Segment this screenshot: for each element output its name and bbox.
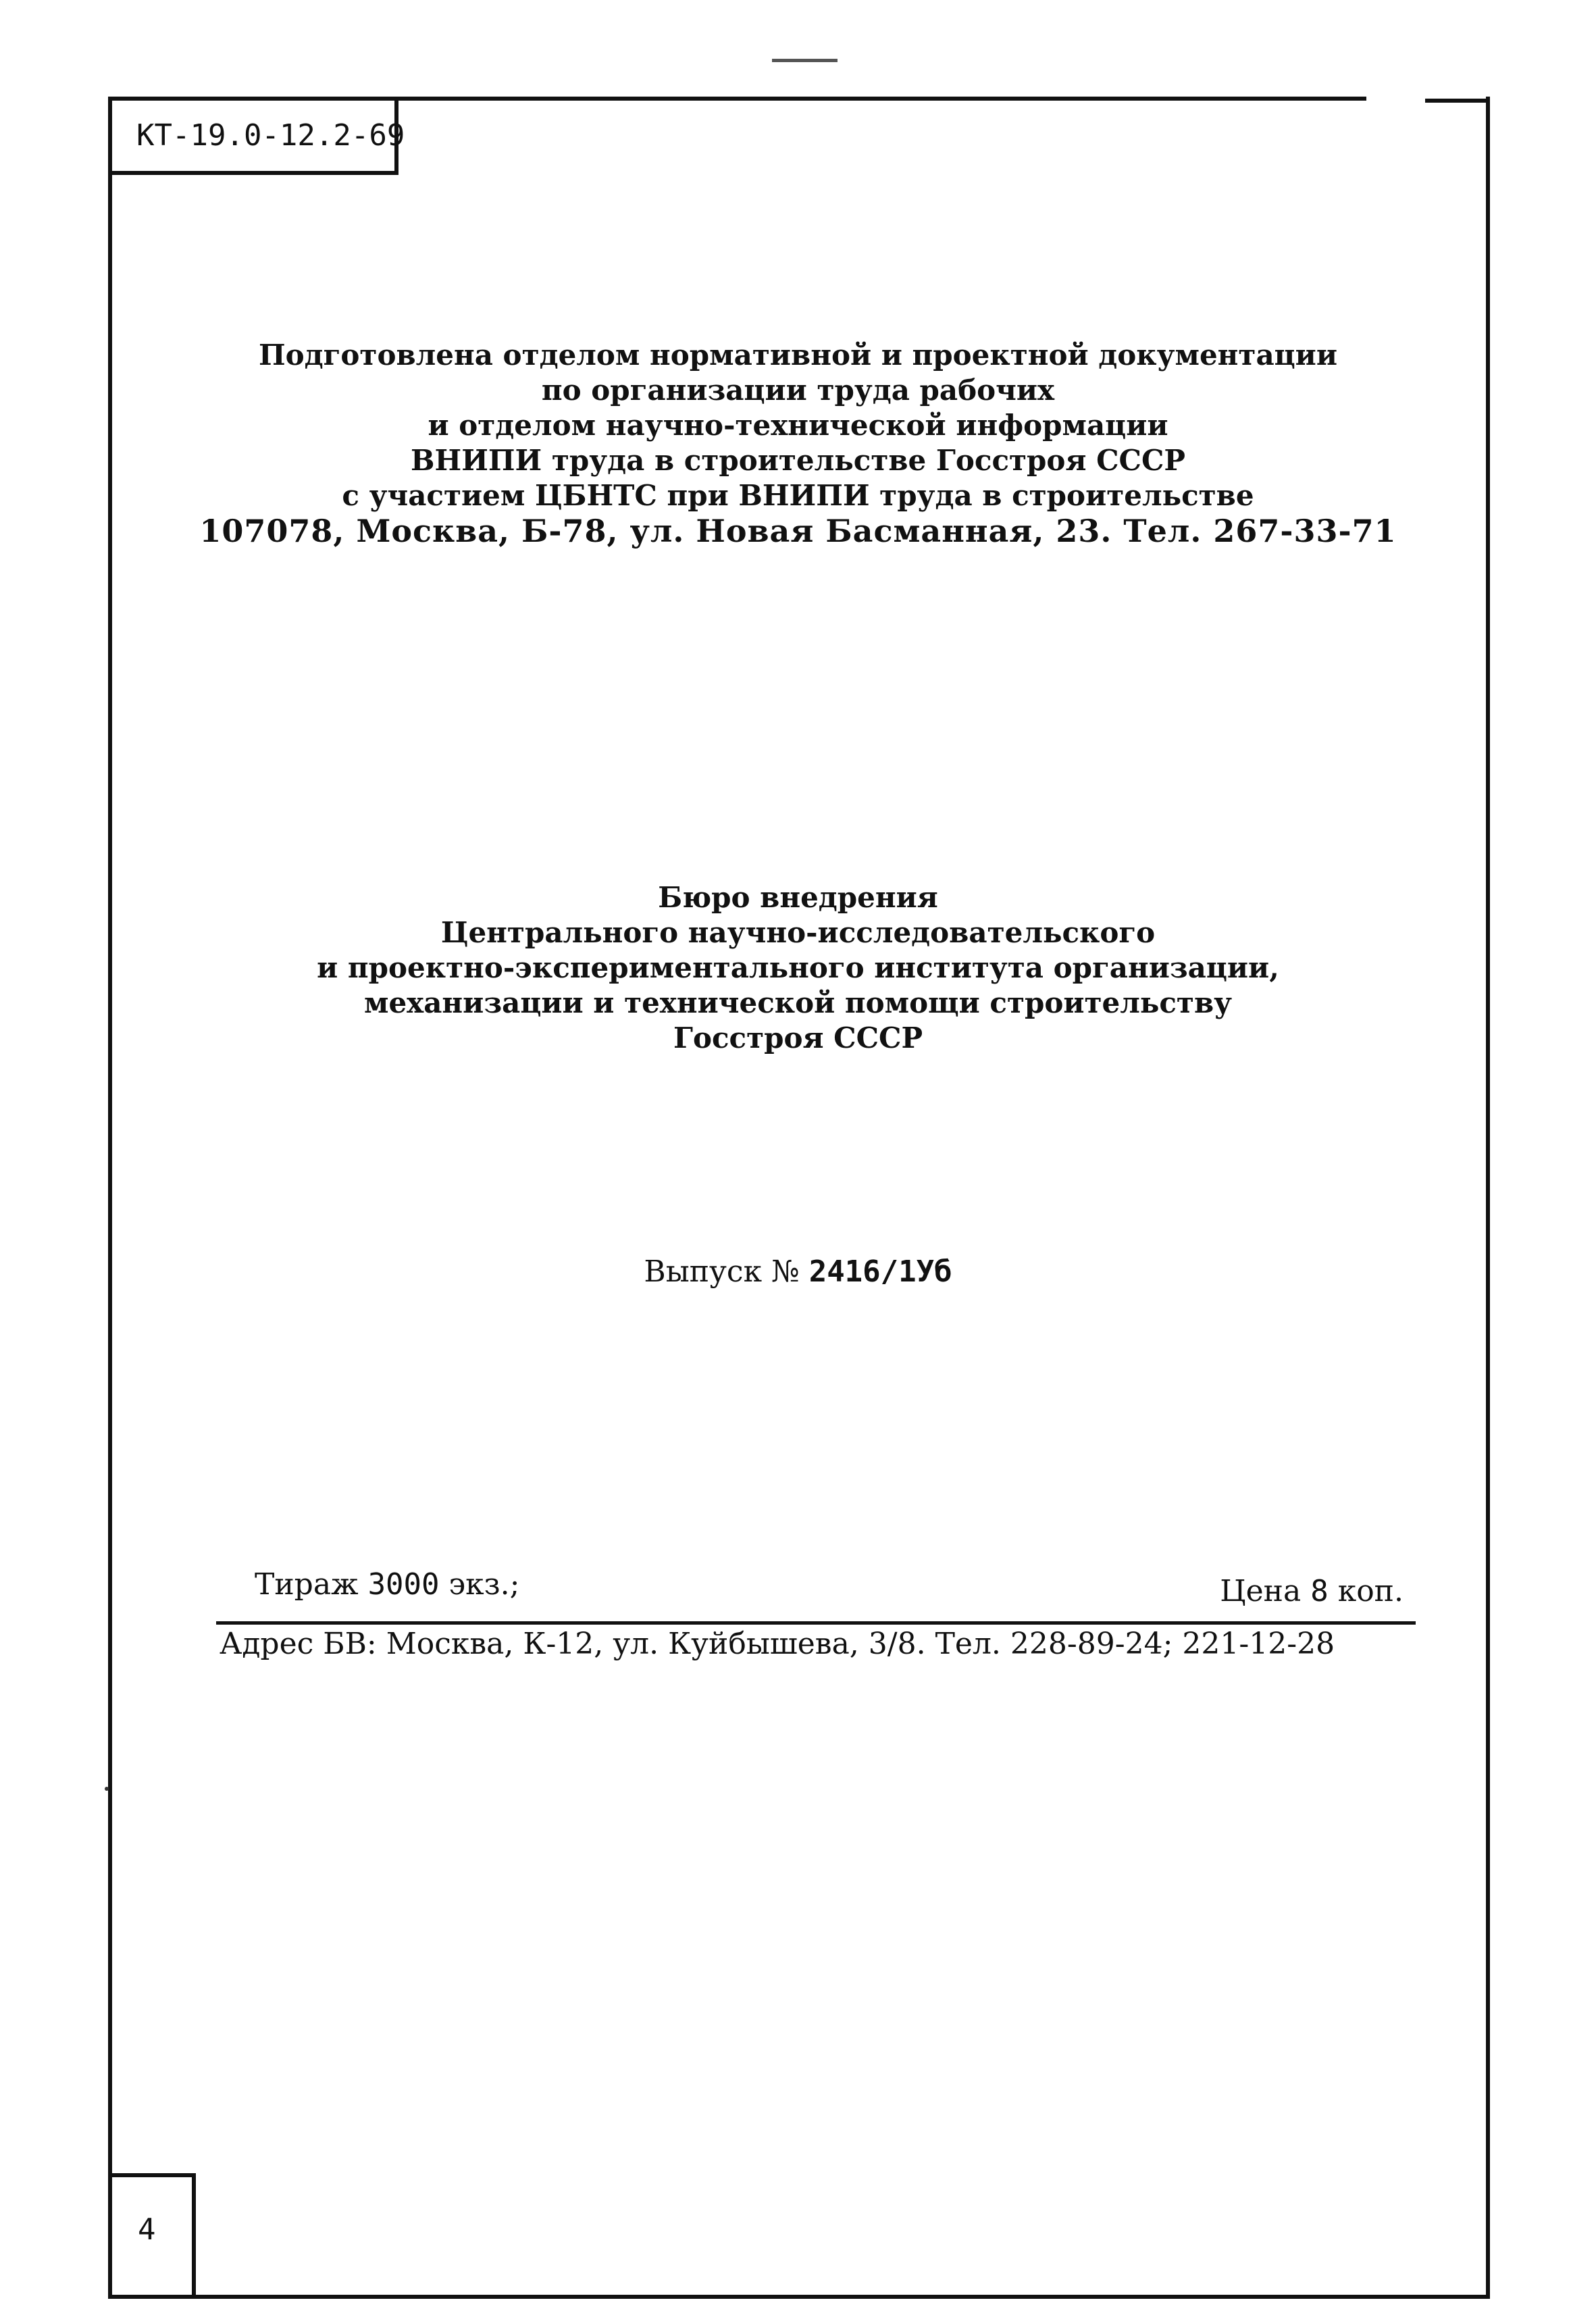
- prepared-by-line: с участием ЦБНТС при ВНИПИ труда в строительстве: [342, 479, 1254, 512]
- bureau-block: [0, 880, 1596, 1056]
- circulation-unit: экз.;: [448, 1567, 520, 1602]
- prepared-by-line: и отделом научно-технической информации: [428, 409, 1168, 442]
- bureau-line: механизации и технической помощи строительству: [363, 986, 1233, 1019]
- bureau-line: Госстроя СССР: [673, 1021, 923, 1054]
- prepared-by-address: 107078, Москва, Б-78, ул. Новая Басманная, 23. Тел. 267-33-71: [199, 513, 1397, 549]
- document-code: КТ-19.0-12.2-69: [136, 118, 405, 153]
- address-rule: [216, 1621, 1416, 1625]
- top-scratch-mark: [772, 59, 838, 62]
- document-code-box: [108, 97, 405, 175]
- prepared-by-line: ВНИПИ труда в строительстве Госстроя СССР: [411, 444, 1185, 477]
- circulation-label: Тираж: [255, 1567, 359, 1602]
- price-label: Цена: [1220, 1574, 1302, 1608]
- top-rule-right: [1425, 99, 1490, 103]
- circulation-value: 3000: [367, 1567, 440, 1602]
- prepared-by-line: Подготовлена отделом нормативной и проектной документации: [259, 338, 1337, 372]
- bureau-address: Адрес БВ: Москва, К-12, ул. Куйбышева, 3/8. Тел. 228-89-24; 221-12-28: [220, 1627, 1335, 1661]
- bureau-line: Центрального научно-исследовательского: [440, 916, 1156, 949]
- price-unit: коп.: [1337, 1574, 1404, 1608]
- prepared-by-block: [0, 338, 1596, 549]
- page-number-box: [108, 2173, 196, 2295]
- prepared-by-line: по организации труда рабочих: [541, 374, 1055, 407]
- price-value: 8: [1310, 1574, 1329, 1608]
- circulation: [255, 1567, 519, 1602]
- issue-number: 2416/1Уб: [808, 1254, 952, 1289]
- bureau-line: Бюро внедрения: [658, 881, 938, 914]
- scan-dot: [105, 1787, 109, 1791]
- bureau-line: и проектно-экспериментального института организации,: [317, 951, 1279, 984]
- issue-label: Выпуск №: [644, 1254, 800, 1289]
- issue-number-line: [0, 1254, 1596, 1289]
- price: [1220, 1574, 1404, 1608]
- page-number: 4: [138, 2212, 156, 2247]
